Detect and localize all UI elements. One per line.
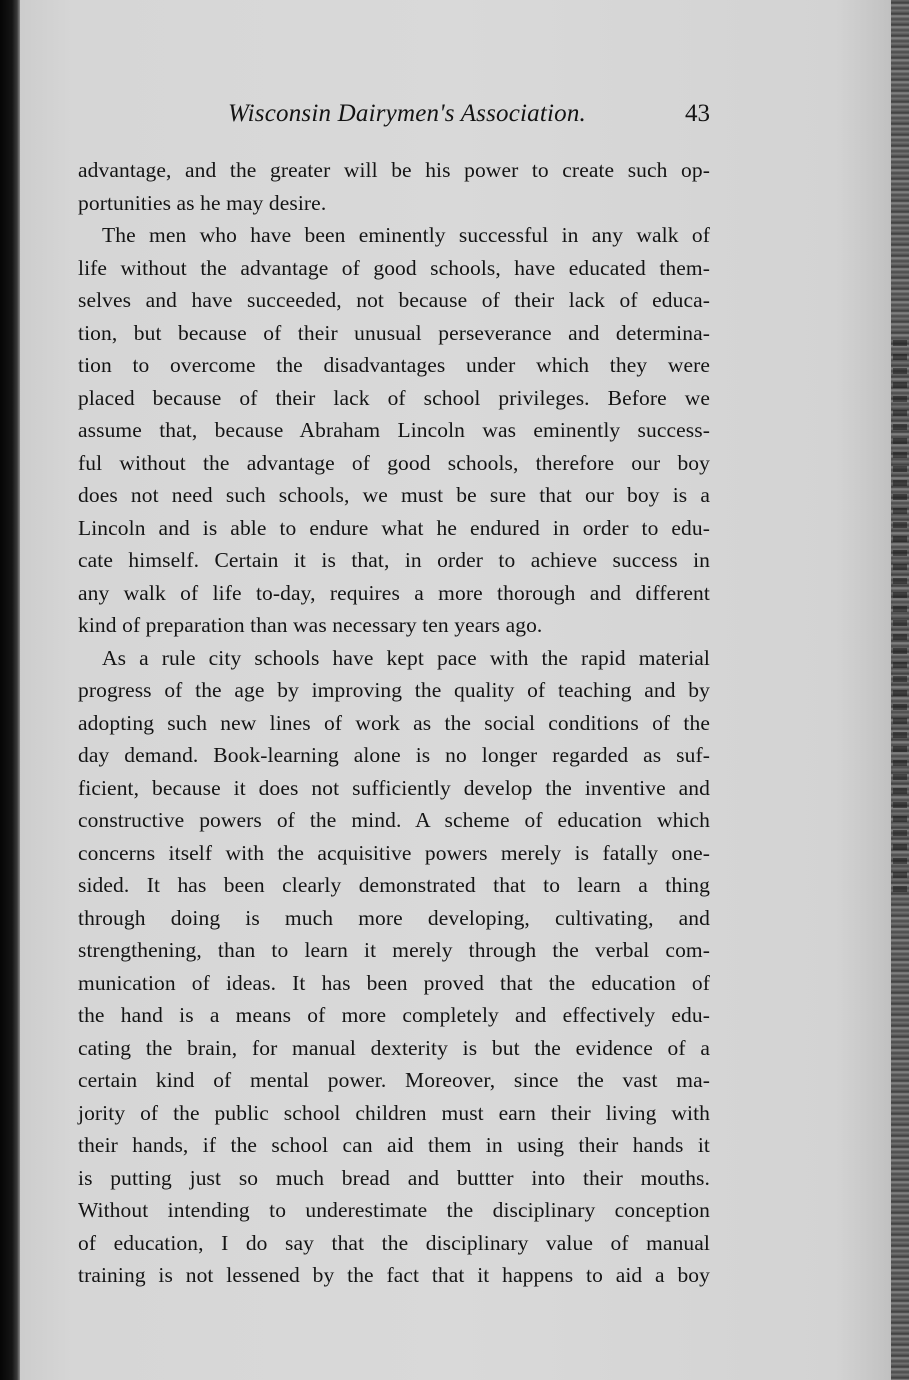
text-line: advantage, and the greater will be his power to create such op- [78,158,710,182]
text-line: placed because of their lack of school privileges. Before we [78,385,710,410]
text-line: assume that, because Abraham Lincoln was eminently success- [78,418,710,442]
text-line: sided. It has been clearly demonstrated that to learn a thing [78,873,710,897]
body-text [78,154,710,1292]
text-line: certain kind of mental power. Moreover, since the vast ma- [78,1068,710,1092]
text-line: portunities as he may desire. [78,190,327,215]
running-header [78,98,710,138]
text-line: The men who have been eminently successful in any walk of [102,223,710,247]
running-title: Wisconsin Dairymen's Association. [228,100,587,127]
text-line: training is not lessened by the fact that it happens to aid a boy [78,1263,710,1287]
book-binding-edge [0,0,20,1380]
text-line: ful without the advantage of good schools, therefore our boy [78,450,710,475]
text-line: does not need such schools, we must be sure that our boy is a [78,483,710,507]
text-line: of education, I do say that the disciplinary value of manual [78,1230,710,1255]
text-line: tion to overcome the disadvantages under which they were [78,353,710,377]
text-line: tion, but because of their unusual perseverance and determina- [78,320,710,345]
text-line: kind of preparation than was necessary ten years ago. [78,613,543,637]
text-line: day demand. Book-learning alone is no longer regarded as suf- [78,743,710,767]
text-line: adopting such new lines of work as the social conditions of the [78,710,710,735]
text-line: jority of the public school children must earn their living with [78,1100,710,1125]
text-line: ficient, because it does not sufficiently develop the inventive and [78,775,710,800]
text-line: concerns itself with the acquisitive powers merely is fatally one- [78,840,710,865]
text-line: strengthening, than to learn it merely through the verbal com- [78,938,710,962]
text-line: through doing is much more developing, cultivating, and [78,905,710,930]
text-line: munication of ideas. It has been proved that the education of [78,970,710,995]
text-line: selves and have succeeded, not because of their lack of educa- [78,288,710,312]
text-line: the hand is a means of more completely and effectively edu- [78,1003,710,1027]
text-line: constructive powers of the mind. A scheme of education which [78,808,710,832]
text-line: cating the brain, for manual dexterity is but the evidence of a [78,1035,710,1060]
text-line: Lincoln and is able to endure what he endured in order to edu- [78,515,710,540]
page-number: 43 [685,100,710,127]
text-line: Without intending to underestimate the disciplinary conception [78,1198,710,1222]
text-line: their hands, if the school can aid them in using their hands it [78,1133,710,1157]
text-line: any walk of life to-day, requires a more thorough and different [78,580,710,605]
text-line: progress of the age by improving the quality of teaching and by [78,678,710,702]
text-line: life without the advantage of good schools, have educated them- [78,255,710,280]
text-line: cate himself. Certain it is that, in order to achieve success in [78,548,710,572]
page-edge-marks [893,340,907,900]
text-line: is putting just so much bread and buttter into their mouths. [78,1165,710,1190]
text-line: As a rule city schools have kept pace with the rapid material [102,645,710,670]
